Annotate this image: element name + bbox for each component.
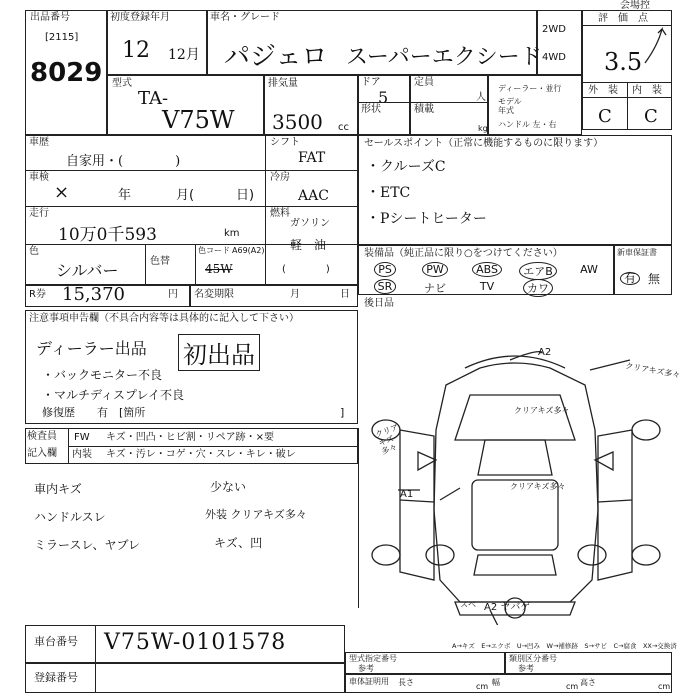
cert-cell [345,674,672,693]
expiry-day: 日 [340,289,350,300]
int-grade: C [644,106,658,127]
history-label: 車歴 [29,137,49,148]
model-code: V75W [162,106,235,134]
fuel-value: ガソリン [290,218,330,229]
sales-point-3: ・Pシートヒーター [366,211,487,227]
history-value: 自家用・( ) [66,154,181,169]
equip-tv: TV [479,280,495,293]
row2-items: キズ・汚レ・コゲ・穴・スレ・キレ・破レ [106,449,296,460]
ext-grade: C [598,106,612,127]
mileage-label: 走行 [29,208,49,219]
model-label: 型式 [112,78,132,89]
warranty-label: 新車保証書 [617,248,657,257]
person-unit: 人 [476,92,486,103]
dealer-label: ディーラー・並行 [498,84,562,93]
name-label: 車名・グレード [210,12,280,23]
row1-items: キズ・凹凸・ヒビ割・リペア跡・×要 [106,432,274,443]
warranty-yes: 有 [620,272,640,285]
comment-2-left: ハンドルスレ [34,510,106,524]
inspection-month: 月( [176,188,195,203]
equip-pw: PW [416,262,454,277]
diagram-rear-note: スベ [460,600,476,609]
comment-1-right: 少ない [210,480,247,494]
displacement: 3500 [272,110,323,134]
capacity-label: 定員 [414,77,434,88]
repair-close: ] [340,406,345,419]
color-code-sub: 45W [205,262,233,276]
drive-4wd: 4WD [542,52,566,63]
expiry-month: 月 [290,289,300,300]
expiry-label: 名変期限 [194,289,234,300]
note-line-2: ・マルチディスプレイ不良 [42,388,184,402]
lot-sub: [2115] [45,32,79,43]
width-label: 幅 [492,678,500,687]
equip-ps: PS [366,262,404,277]
dealer-exhibit: ディーラー出品 [36,339,147,358]
length-label: 長さ [398,678,414,687]
diagram-legend: A→キズ E→エクボ U→凹み W→補修跡 S→サビ C→腐食 XX→交換済 [452,642,677,650]
chassis-label: 車台番号 [34,635,78,648]
first-reg-month: 12月 [168,47,200,63]
equip-abs: ABS [466,262,508,277]
shift-value: FAT [298,150,326,166]
mileage-value: 10万0千593 [58,225,157,245]
kg-unit: kg [478,124,488,133]
row1-label: FW [74,432,90,443]
fuel-option: 軽 油 [290,238,327,252]
sales-point-2: ・ETC [366,185,411,201]
model-year-label: モデル年式 [498,97,522,115]
type-spec-label: 型式指定番号 [349,654,397,663]
diagram-hood: クリアキズ多々 [514,406,570,415]
diagram-roof: クリアキズ多々 [510,482,566,491]
color-value: シルバー [56,261,119,280]
sales-title: セールスポイント（正常に機能するものに限ります） [364,138,604,149]
repair-label: 修復歴 有 [箇所 [42,406,146,419]
diagram-left-note: クリアキズ多々 [374,422,400,457]
category-label: 類別区分番号 [509,654,557,663]
warranty-no: 無 [648,272,661,286]
ac-label: 冷房 [270,172,290,183]
sales-point-1: ・クルーズC [366,159,446,175]
color-change-label: 色替 [150,256,170,267]
ext-label: 外 装 [588,85,618,96]
fuel-paren: ( ) [282,264,330,275]
comment-3-right: キズ、凹 [214,536,263,550]
shift-label: シフト [270,137,300,148]
equip-sr: SR [366,279,404,294]
drive-cell [537,10,582,75]
equipment-title: 装備品（純正品に限り○をつけてください） [364,248,563,259]
ac-value: AAC [298,188,329,204]
height-label: 高さ [580,678,596,687]
eval-label: 評 価 点 [598,13,648,24]
shape-label: 形状 [361,104,381,115]
category-ref: 参考 [518,664,534,673]
door-label: ドア [361,77,381,88]
stamp-text: 会場控 [620,0,650,11]
equip-airbag: エアB [516,262,560,280]
registration-label: 登録番号 [34,671,78,684]
cert-label: 車体証明用 [349,677,389,686]
cc-unit: cc [338,122,349,133]
equip-leather: カワ [516,279,560,297]
lot-number: 8029 [30,58,103,88]
color-code-value: A69(A2) [232,246,265,255]
notes-title: 注意事項申告欄（不具合内容等は具体的に記入して下さい） [29,313,299,324]
yen-unit: 円 [168,289,178,300]
equip-navi: ナビ [424,282,446,295]
comment-2-right: 外装 クリアキズ多々 [205,508,307,521]
recycle-value: 15,370 [62,284,125,305]
drive-2wd: 2WD [542,24,566,35]
fuel-label: 燃料 [270,208,290,219]
equip-aw: AW [580,263,598,276]
comment-1-left: 車内キズ [34,482,82,496]
displacement-label: 排気量 [268,78,298,89]
recycle-label: R券 [29,289,46,300]
doors: 5 [378,88,389,107]
handle-label: ハンドル 左・右 [498,120,557,129]
km-unit: km [224,228,240,239]
first-reg-label: 初度登録年月 [110,12,170,23]
diagram-top-note: A2 [538,347,552,358]
model-prefix: TA- [138,88,169,109]
diagram-left-a1: A1 [400,489,414,500]
int-label: 内 装 [632,85,662,96]
comment-3-left: ミラースレ、ヤブレ [34,538,140,552]
height-unit: cm [658,682,671,691]
diagram-front-right: クリアキズ多々 [624,361,681,380]
rear-seat-label: 後日品 [364,298,394,309]
lot-label: 出品番号 [30,12,70,23]
type-spec-ref: 参考 [358,664,374,673]
inspection-day: 日) [236,188,255,203]
width-unit: cm [566,682,579,691]
color-code-label: 色コード [198,246,230,255]
eval-arrow-mark [640,25,670,65]
eval-score: 3.5 [604,48,643,76]
inspection-label: 車検 [29,172,49,183]
row2-label: 内装 [72,449,92,460]
diagram-bottom-note: A2 ヤバゲ [484,602,531,613]
first-reg-year: 12 [122,38,150,63]
inspection-year: 年 [118,188,132,203]
record-label: 記入欄 [27,448,57,459]
note-line-1: ・バックモニター不良 [42,368,163,382]
inspector-label: 検査員 [27,431,57,442]
car-name: パジェロ [224,42,328,72]
length-unit: cm [476,682,489,691]
first-listing: 初出品 [178,334,260,371]
chassis-value: V75W-0101578 [104,630,287,655]
grade: スーパーエクシード [346,45,542,70]
color-label: 色 [29,246,39,257]
inspection-value: × [54,182,70,203]
payload-label: 積載 [414,104,434,115]
